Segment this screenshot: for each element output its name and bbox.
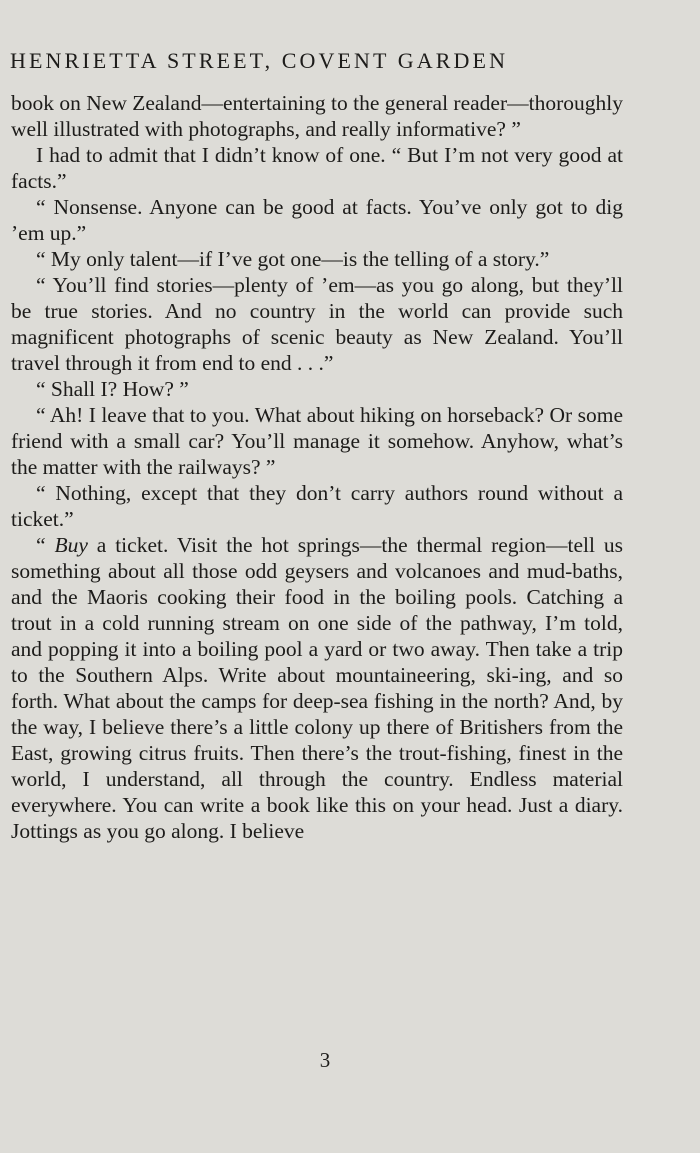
running-head: HENRIETTA STREET, COVENT GARDEN bbox=[10, 48, 509, 73]
paragraph: book on New Zealand—entertaining to the general reader—thoroughly well illustrated with photographs, and really informative? ” bbox=[11, 91, 623, 141]
paragraph: “ My only talent—if I’ve got one—is the telling of a story.” bbox=[36, 247, 550, 271]
paragraph-text: a ticket. Visit the hot springs—the thermal region—tell us something about all those odd geysers and volcanoes and mud-baths, and the Maoris cooking their food in the boiling pools. Catching a trout in a cold running stream on one side of the pathway, I’m told, and popping it into a boiling pool a yard or two away. Then take a trip to the Southern Alps. Write about mountaineering, ski-ing, and so forth. What about the camps for deep-sea fishing in the north? And, by the way, I believe there’s a little colony up there of Britishers from the East, growing citrus fruits. Then there’s the trout-fishing, finest in the world, I understand, all through the country. Endless material everywhere. You can write a book like this on your head. Just a diary. Jottings as you go along. I believe bbox=[11, 533, 623, 843]
paragraph: “ You’ll find stories—plenty of ’em—as you go along, but they’ll be true stories. And no country in the world can provide such magnificent photographs of scenic beauty as New Zealand. You’ll travel through it from end to end . . .” bbox=[11, 273, 623, 375]
paragraph: I had to admit that I didn’t know of one. “ But I’m not very good at facts.” bbox=[11, 143, 623, 193]
page-number: 3 bbox=[319, 1048, 331, 1072]
emphasis-word: Buy bbox=[54, 533, 88, 557]
open-quote: “ bbox=[36, 533, 55, 557]
paragraph: “ Nonsense. Anyone can be good at facts. You’ve only got to dig ’em up.” bbox=[11, 195, 623, 245]
paragraph-last bbox=[11, 532, 623, 844]
paragraph: “ Shall I? How? ” bbox=[36, 377, 189, 401]
paragraph: “ Nothing, except that they don’t carry authors round without a ticket.” bbox=[11, 481, 623, 531]
paragraph: “ Ah! I leave that to you. What about hiking on horseback? Or some friend with a small car? You’ll manage it somehow. Anyhow, what’s the matter with the railways? ” bbox=[11, 403, 623, 479]
body-text bbox=[11, 90, 623, 844]
